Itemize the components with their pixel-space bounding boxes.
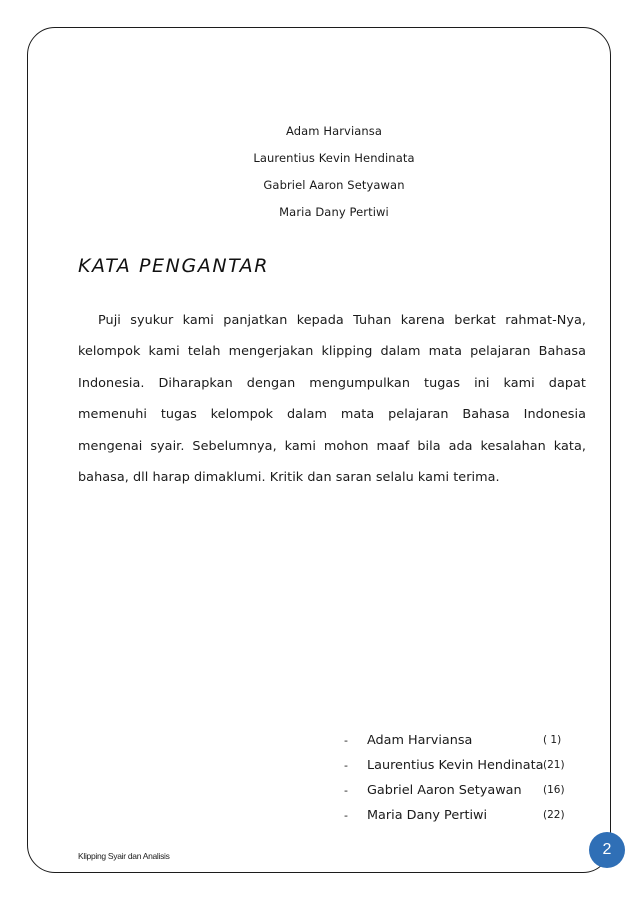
- member-name: Adam Harviansa: [367, 733, 473, 748]
- dash: -: [344, 734, 348, 747]
- header-name: Adam Harviansa: [285, 124, 383, 138]
- footer-text: Klipping Syair dan Analisis: [78, 851, 170, 861]
- page-number-badge: 2: [589, 832, 625, 868]
- header-name: Laurentius Kevin Hendinata: [253, 151, 415, 165]
- member-number: (16): [543, 784, 565, 796]
- member-number: ( 1): [543, 734, 562, 746]
- member-name: Gabriel Aaron Setyawan: [367, 783, 522, 798]
- header-name: Maria Dany Pertiwi: [279, 205, 389, 219]
- member-name: Maria Dany Pertiwi: [367, 808, 488, 823]
- member-row: [341, 728, 601, 753]
- member-name: Laurentius Kevin Hendinata: [367, 758, 544, 773]
- section-title: KATA PENGANTAR: [78, 255, 270, 277]
- member-number: (21): [543, 759, 565, 771]
- preface-paragraph: Puji syukur kami panjatkan kepada Tuhan karena berkat rahmat-Nya, kelompok kami telah mengerjakan klipping dalam mata pelajaran Bahasa Indonesia. Diharapkan dengan mengumpulkan tugas ini kami dapat memenuhi tugas kelompok dalam mata pelajaran Bahasa Indonesia mengenai syair. Sebelumnya, kami mohon maaf bila ada kesalahan kata, bahasa, dll harap dimaklumi. Kritik dan saran selalu kami terima.: [78, 313, 586, 486]
- member-number: (22): [543, 809, 565, 821]
- member-row: [341, 803, 601, 828]
- header-name: Gabriel Aaron Setyawan: [263, 178, 405, 192]
- dash: -: [344, 759, 348, 772]
- member-list: [341, 728, 601, 828]
- member-row: [341, 778, 601, 803]
- header-names: [0, 118, 638, 226]
- dash: -: [344, 784, 348, 797]
- member-row: [341, 753, 601, 778]
- dash: -: [344, 809, 348, 822]
